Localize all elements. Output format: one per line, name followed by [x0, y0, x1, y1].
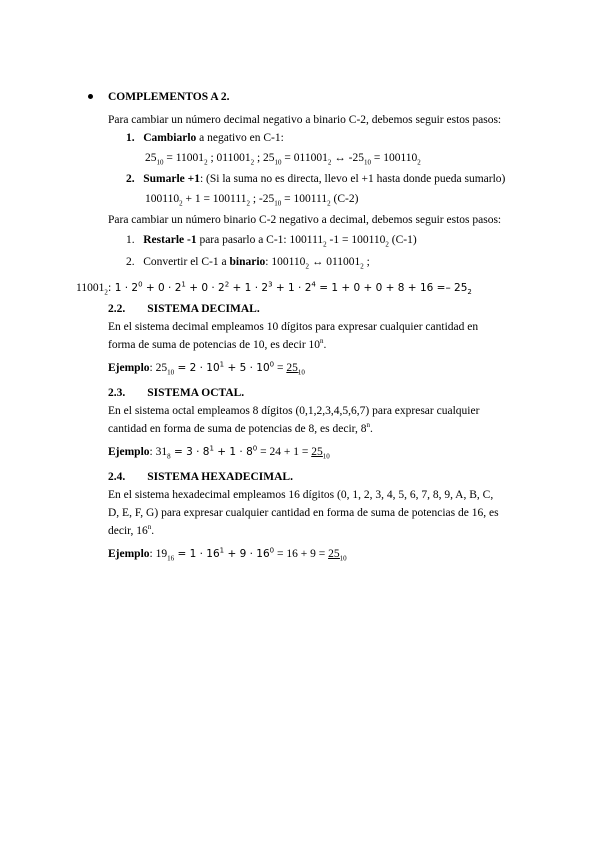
intro-c2-to-decimal: Para cambiar un número binario C-2 negativo a decimal, debemos seguir estos pasos: [108, 214, 502, 226]
step-text: a negativo en C-1: [196, 132, 284, 144]
step-keyword: Cambiarlo [143, 132, 197, 144]
section-heading-hexadecimal: 2.4. SISTEMA HEXADECIMAL. [108, 471, 293, 483]
step-1-equation: $25_{10} = 11001_2$ ; $011001_2$ ; $25_{10} = 011001_2$ ↔ $-25_{10} = 100110_2$ [145, 152, 421, 167]
intro-decimal-to-c2: Para cambiar un número decimal negativo a binario C-2, debemos seguir estos pasos: [108, 114, 502, 126]
reverse-step-1: 1. Restarle -1 para pasarlo a C-1: $100111_2$ $-1 = 100110_2$ (C-1) [126, 234, 417, 249]
decimal-paragraph-line-1: En el sistema decimal empleamos 10 dígitos para expresar cualquier cantidad en [108, 321, 479, 333]
step-2-equation: $100110_2 + 1 = 100111_2$ ; $-25_{10} = 100111_2$ (C-2) [145, 193, 359, 208]
section-title-complementos: COMPLEMENTOS A 2. [108, 91, 230, 103]
octal-paragraph-line-1: En el sistema octal empleamos 8 dígitos (0,1,2,3,4,5,6,7) para expresar cualquier [108, 405, 480, 417]
hexa-paragraph-line-2: D, E, F, G) para expresar cualquier cantidad en forma de suma de potencias de 16, es [108, 507, 499, 519]
section-heading-octal: 2.3. SISTEMA OCTAL. [108, 387, 245, 399]
step-text: : (Si la suma no es directa, llevo el +1 hasta donde pueda sumarlo) [199, 173, 506, 185]
bullet-icon [88, 94, 93, 99]
hexa-example: Ejemplo: $19_{16} = 1 \cdot 16^1 + 9 \cdot 16^0 = 16 + 9 = 25_{10}$ [108, 546, 347, 563]
step-2 [126, 172, 505, 186]
step-number: 2. [126, 173, 135, 185]
hexa-paragraph-line-1: En el sistema hexadecimal empleamos 16 dígitos (0, 1, 2, 3, 4, 5, 6, 7, 8, 9, A, B, C, [108, 489, 494, 501]
conversion-formula: $11001_2$: $1 \cdot 2^0 + 0 \cdot 2^1 + 0 \cdot 2^2 + 1 \cdot 2^3 + 1 \cdot 2^4 = 1 + 0 + 0 + 8 + 16 =- 25_2$ [76, 280, 472, 297]
decimal-paragraph-line-2: forma de suma de potencias de 10, es decir 10$^n$. [108, 337, 327, 351]
step-keyword: Sumarle +1 [143, 173, 200, 185]
hexa-paragraph-line-3: decir, 16$^n$. [108, 523, 155, 537]
octal-example: Ejemplo: $31_8 = 3 \cdot 8^1 + 1 \cdot 8^0 = 24 + 1 = 25_{10}$ [108, 444, 330, 461]
step-1 [126, 131, 284, 145]
step-number: 1. [126, 132, 135, 144]
section-heading-decimal: 2.2. SISTEMA DECIMAL. [108, 303, 260, 315]
reverse-step-2: 2. Convertir el C-1 a binario: $100110_2$ ↔ $011001_2$ ; [126, 256, 370, 271]
octal-paragraph-line-2: cantidad en forma de suma de potencias de 8, es decir, 8$^n$. [108, 421, 373, 435]
decimal-example: Ejemplo: $25_{10} = 2 \cdot 10^1 + 5 \cdot 10^0 = 25_{10}$ [108, 360, 305, 377]
